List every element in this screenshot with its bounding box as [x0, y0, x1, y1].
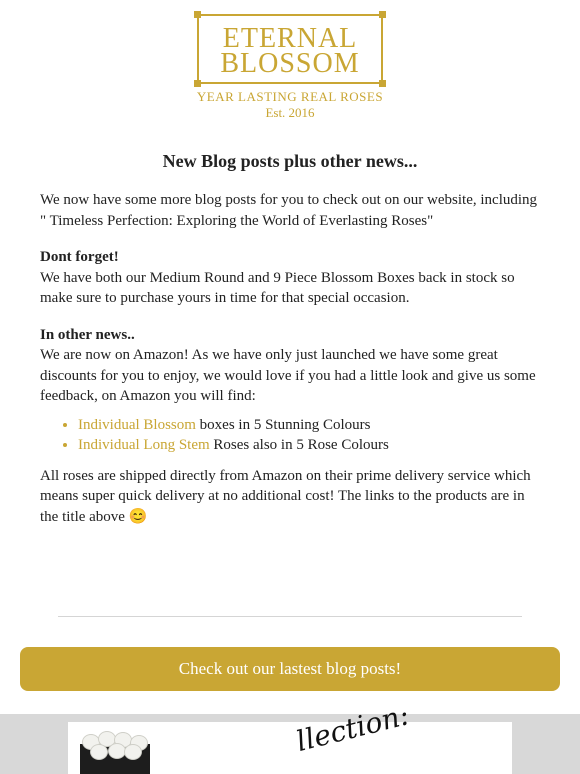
rose-icon [124, 744, 142, 760]
list-item [78, 415, 545, 436]
list-item-text: Roses also in 5 Rose Colours [209, 437, 389, 453]
logo-corner [379, 11, 386, 18]
intro-paragraph: We now have some more blog posts for you to check out on our website, including " Timeless Perfection: Exploring the World of Everlasting Roses" [40, 192, 538, 229]
individual-long-stem-link[interactable]: Individual Long Stem [78, 437, 210, 453]
logo-tagline: YEAR LASTING REAL ROSES [196, 89, 384, 104]
logo-established: Est. 2016 [265, 105, 315, 120]
logo-line-1: ETERNAL [222, 23, 358, 54]
newsletter-body [40, 190, 545, 543]
blog-posts-button[interactable]: Check out our lastest blog posts! [20, 647, 560, 691]
section-text: We are now on Amazon! As we have only just launched we have some great discounts for you to enjoy, we would love if you had a little look and give us some feedback, on Amazon you will find: [40, 347, 536, 404]
logo-corner [194, 11, 201, 18]
logo-frame [197, 14, 383, 84]
individual-blossom-link[interactable]: Individual Blossom [78, 416, 196, 433]
section-dont-forget [40, 247, 545, 309]
amazon-product-list [40, 415, 545, 456]
closing-paragraph: All roses are shipped directly from Amazon on their prime delivery service which means super quick delivery at no additional cost! The links to the products are in the title above 😊 [40, 467, 531, 525]
rose-icon [90, 744, 108, 760]
list-item-text: boxes in 5 Stunning Colours [195, 416, 371, 433]
brand-logo[interactable] [0, 0, 580, 130]
logo-corner [194, 80, 201, 87]
section-heading: Dont forget! [40, 249, 119, 265]
newsletter-title: New Blog posts plus other news... [162, 151, 418, 171]
promo-script-text: llection: [293, 698, 413, 759]
logo-line-2: BLOSSOM [220, 48, 360, 79]
section-heading: In other news.. [40, 326, 135, 343]
list-item [78, 435, 545, 456]
promo-banner[interactable] [68, 698, 512, 774]
section-other-news [40, 325, 545, 407]
logo-corner [379, 80, 386, 87]
section-text: We have both our Medium Round and 9 Piece Blossom Boxes back in stock so make sure to purchase yours in time for that special occasion. [40, 269, 515, 306]
divider [58, 616, 522, 617]
